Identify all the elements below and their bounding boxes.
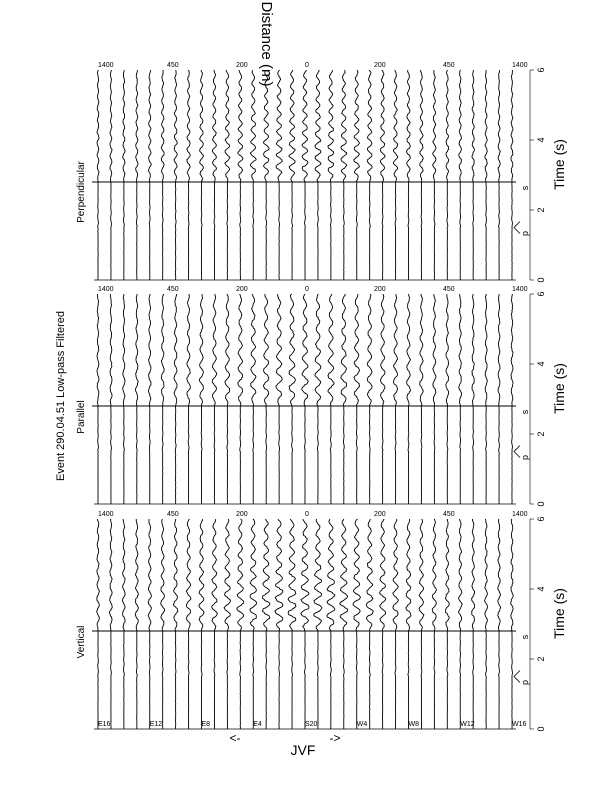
- distance-tick-label: 0: [305, 286, 309, 293]
- seismic-trace: [367, 294, 372, 504]
- seismic-trace: [511, 519, 514, 729]
- seismic-trace: [97, 70, 99, 280]
- seismic-trace: [250, 70, 256, 280]
- distance-tick-label: 450: [167, 62, 179, 69]
- seismic-trace: [97, 294, 99, 504]
- seismic-trace: [224, 519, 230, 729]
- fault-arrow-down: ->: [329, 731, 341, 745]
- seismic-trace: [472, 519, 475, 729]
- seismic-trace: [511, 70, 513, 280]
- seismic-trace: [263, 294, 269, 504]
- figure-title: Event 290.04.51 Low-pass Filtered: [55, 311, 67, 481]
- seismic-trace: [187, 70, 191, 280]
- seismic-trace: [420, 294, 423, 504]
- seismic-trace: [472, 70, 474, 280]
- station-label: E16: [98, 721, 111, 728]
- time-axis-label: Time (s): [551, 139, 567, 190]
- station-label: W8: [408, 721, 419, 728]
- seismic-trace: [225, 70, 230, 280]
- station-label: S20: [305, 721, 318, 728]
- time-tick-label: 6: [536, 516, 546, 522]
- seismic-trace: [341, 294, 347, 504]
- distance-tick-label: 1400: [512, 286, 528, 293]
- seismic-trace: [187, 294, 191, 504]
- seismic-trace: [148, 519, 151, 729]
- seismic-trace: [199, 519, 204, 729]
- p-arrival-label: p: [520, 679, 530, 686]
- seismic-trace: [148, 70, 151, 280]
- distance-tick-label: 200: [236, 286, 248, 293]
- seismic-trace: [264, 70, 270, 280]
- seismic-trace: [136, 294, 139, 504]
- seismic-trace: [340, 519, 348, 729]
- seismic-trace: [432, 519, 436, 729]
- seismic-trace: [485, 70, 488, 280]
- seismic-trace: [136, 70, 138, 280]
- seismic-trace: [485, 519, 488, 729]
- seismic-trace: [314, 519, 322, 729]
- time-tick-label: 0: [536, 501, 546, 507]
- distance-tick-label: 200: [374, 62, 386, 69]
- seismic-trace: [123, 294, 125, 504]
- seismic-trace: [485, 294, 487, 504]
- panel-title-parallel: Parallel: [76, 400, 87, 434]
- panel-parallel: [92, 286, 567, 507]
- fault-label: JVF: [290, 742, 316, 758]
- seismic-trace: [186, 519, 191, 729]
- seismic-trace: [354, 70, 360, 280]
- seismic-trace: [237, 519, 244, 729]
- fault-arrow-up: <-: [229, 731, 241, 745]
- seismic-trace: [433, 294, 436, 504]
- seismic-trace: [302, 294, 308, 504]
- seismic-trace: [225, 294, 230, 504]
- seismic-trace: [393, 519, 398, 729]
- seismic-trace: [212, 70, 216, 280]
- seismic-trace: [200, 294, 204, 504]
- time-tick-label: 4: [536, 361, 546, 367]
- seismic-trace: [110, 70, 112, 280]
- seismic-trace: [446, 294, 449, 504]
- seismic-trace: [109, 519, 112, 729]
- seismic-trace: [511, 294, 513, 504]
- seismic-trace: [459, 70, 462, 280]
- seismic-trace: [200, 70, 204, 280]
- seismic-trace: [161, 519, 165, 729]
- distance-tick-label: 200: [236, 511, 248, 518]
- seismic-trace: [366, 519, 373, 729]
- seismic-trace: [406, 519, 411, 729]
- seismic-trace: [148, 294, 151, 504]
- seismic-trace: [420, 70, 423, 280]
- seismic-trace: [315, 70, 321, 280]
- time-tick-label: 0: [536, 277, 546, 283]
- seismic-trace: [367, 70, 372, 280]
- distance-tick-label: 450: [167, 286, 179, 293]
- seismic-trace: [135, 519, 138, 729]
- seismic-trace: [262, 519, 270, 729]
- distance-tick-label: 1400: [98, 286, 114, 293]
- seismic-trace: [251, 294, 256, 504]
- seismic-trace: [354, 294, 360, 504]
- seismic-trace: [289, 70, 295, 280]
- seismic-trace: [123, 70, 125, 280]
- seismic-trace: [238, 70, 243, 280]
- s-arrival-label: s: [520, 634, 530, 640]
- panel-vertical: [92, 511, 567, 732]
- seismic-trace: [459, 519, 463, 729]
- distance-tick-label: 1400: [98, 511, 114, 518]
- seismic-trace: [161, 294, 164, 504]
- seismic-trace: [328, 294, 334, 504]
- distance-tick-label: 1400: [512, 62, 528, 69]
- seismic-trace: [328, 70, 334, 280]
- seismic-trace: [110, 294, 112, 504]
- seismic-trace: [315, 294, 321, 504]
- station-label: W4: [356, 721, 368, 728]
- seismic-trace: [407, 294, 411, 504]
- seismic-trace: [212, 519, 218, 729]
- seismic-trace: [472, 294, 474, 504]
- seismic-trace: [433, 70, 436, 280]
- seismic-trace: [301, 519, 309, 729]
- time-tick-label: 6: [536, 67, 546, 73]
- time-tick-label: 0: [536, 726, 546, 732]
- seismic-trace: [393, 294, 397, 504]
- distance-tick-label: 1400: [98, 62, 114, 69]
- distance-tick-label: 200: [374, 286, 386, 293]
- seismic-trace: [327, 519, 335, 729]
- station-label: W12: [460, 721, 475, 728]
- seismic-trace: [381, 294, 386, 504]
- seismic-trace: [212, 294, 217, 504]
- time-axis-label: Time (s): [551, 588, 567, 639]
- seismic-trace: [289, 294, 295, 504]
- seismic-trace: [341, 70, 347, 280]
- seismic-trace: [353, 519, 360, 729]
- time-tick-label: 2: [536, 431, 546, 437]
- seismic-trace: [174, 70, 177, 280]
- seismic-trace: [419, 519, 424, 729]
- distance-tick-label: 1400: [512, 511, 528, 518]
- distance-tick-label: 450: [443, 511, 455, 518]
- s-arrival-label: s: [520, 409, 530, 415]
- seismic-trace: [380, 70, 385, 280]
- seismic-trace: [380, 519, 386, 729]
- seismic-trace: [302, 70, 308, 280]
- seismic-trace: [393, 70, 398, 280]
- time-tick-label: 2: [536, 656, 546, 662]
- plot-root: [92, 62, 567, 732]
- seismic-trace: [288, 519, 296, 729]
- station-label: E8: [201, 721, 211, 728]
- distance-tick-label: 200: [236, 62, 248, 69]
- time-axis-label: Time (s): [551, 363, 567, 414]
- seismic-trace: [174, 294, 177, 504]
- seismic-trace: [174, 519, 178, 729]
- panel-title-perpendicular: Perpendicular: [76, 161, 87, 223]
- seismic-trace: [275, 519, 283, 729]
- s-arrival-label: s: [520, 185, 530, 191]
- seismic-trace: [250, 519, 257, 729]
- rotated-figure: [55, 1, 567, 758]
- seismic-trace: [498, 519, 501, 729]
- seismic-trace: [276, 294, 283, 504]
- seismic-trace: [161, 70, 164, 280]
- p-arrival-label: p: [520, 454, 530, 461]
- distance-axis-label: Distance (m): [258, 1, 275, 87]
- p-arrival-label: p: [520, 230, 530, 237]
- distance-tick-label: 0: [305, 62, 309, 69]
- distance-tick-label: 450: [443, 62, 455, 69]
- seismic-trace: [446, 70, 449, 280]
- seismic-trace: [498, 294, 500, 504]
- distance-tick-label: 0: [305, 511, 309, 518]
- time-tick-label: 2: [536, 207, 546, 213]
- seismic-trace: [498, 70, 500, 280]
- distance-tick-label: 450: [443, 286, 455, 293]
- seismic-trace: [97, 519, 100, 729]
- time-tick-label: 4: [536, 137, 546, 143]
- seismic-trace: [459, 294, 462, 504]
- station-label: W16: [512, 721, 527, 728]
- seismic-trace: [238, 294, 243, 504]
- seismic-trace: [122, 519, 125, 729]
- panel-perpendicular: [92, 62, 567, 283]
- distance-tick-label: 200: [374, 511, 386, 518]
- seismic-trace: [276, 70, 282, 280]
- time-tick-label: 4: [536, 586, 546, 592]
- station-label: E4: [253, 721, 262, 728]
- time-tick-label: 6: [536, 291, 546, 297]
- station-label: E12: [149, 721, 163, 728]
- seismic-trace: [406, 70, 410, 280]
- panel-title-vertical: Vertical: [76, 625, 87, 659]
- seismic-trace: [446, 519, 450, 729]
- distance-tick-label: 450: [167, 511, 179, 518]
